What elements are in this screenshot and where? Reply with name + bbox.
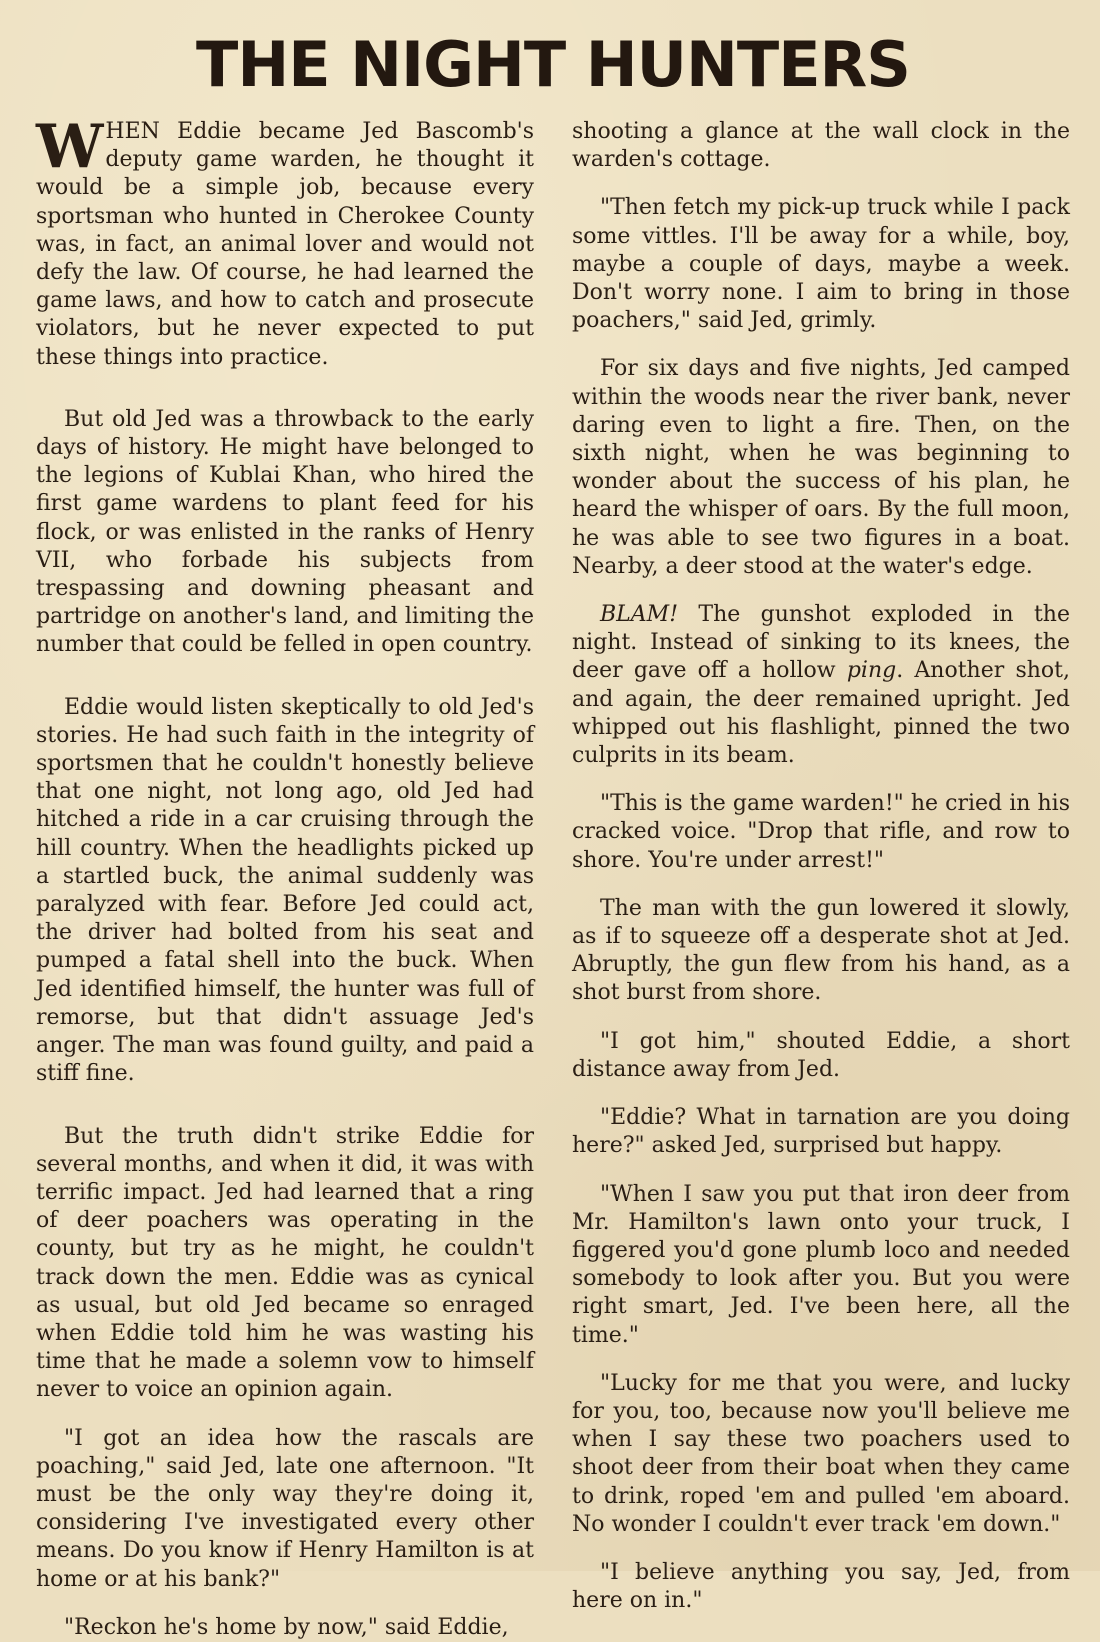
paragraph: "Reckon he's home by now," said Eddie, <box>64 1614 509 1640</box>
paragraph <box>572 601 1070 770</box>
lead-word: HEN <box>105 119 160 144</box>
sound-effect: BLAM! <box>600 602 679 628</box>
right-column <box>572 118 1070 1642</box>
paragraph: "I got an idea how the rascals are poaching," said Jed, late one afternoon. "It must be the only way they're doing it, considering I've investigated every other means. Do you know if Henry Hamilton is at home or at his bank?" <box>36 1425 534 1592</box>
sound-effect: ping <box>846 658 897 684</box>
paragraph: "When I saw you put that iron deer from Mr. Hamilton's lawn onto your truck, I figgered you'd gone plumb loco and needed somebody to look after you. But you were right smart, Jed. I've been here, all the time." <box>572 1181 1070 1348</box>
paragraph <box>36 112 534 372</box>
paragraph: "Then fetch my pick-up truck while I pack some vittles. I'll be away for a while, boy, maybe a couple of days, maybe a week. Don't worry none. I aim to bring in those poachers," said Jed, grimly. <box>572 195 1070 334</box>
paragraph: For six days and five nights, Jed camped within the woods near the river bank, never daring even to light a fire. Then, on the sixth night, when he was beginning to wonder about the success of his plan, he heard the whisper of oars. By the full moon, he was able to see two figures in a boat. Nearby, a deer stood at the water's edge. <box>572 356 1070 579</box>
left-column <box>36 112 534 1642</box>
paragraph: But the truth didn't strike Eddie for several months, and when it did, it was with terrific impact. Jed had learned that a ring of deer poachers was operating in the county, but try as he might, he couldn't track down the men. Eddie was as cynical as usual, but old Jed became so enraged when Eddie told him he was wasting his time that he made a solemn vow to himself never to voice an opinion again. <box>36 1123 534 1403</box>
paragraph: shooting a glance at the wall clock in the warden's cottage. <box>572 119 1070 173</box>
paragraph: "Eddie? What in tarnation are you doing here?" asked Jed, surprised but happy. <box>572 1105 1070 1159</box>
drop-cap: W <box>36 112 104 182</box>
paragraph-text: Eddie became Jed Bascomb's deputy game warden, he thought it would be a simple job, because every sportsman who hunted in Cherokee County was, in fact, an animal lover and would not defy the law. Of course, he had learned the game laws, and how to catch and prosecute violators, but he never expected to put these things into practice. <box>36 119 534 370</box>
paragraph: "I got him," shouted Eddie, a short distance away from Jed. <box>572 1028 1070 1082</box>
paragraph: Eddie would listen skeptically to old Jed's stories. He had such faith in the integrity of sportsmen that he couldn't honestly believe that one night, not long ago, old Jed had hitched a ride in a car cruising through the hill country. When the headlights picked up a startled buck, the animal suddenly was paralyzed with fear. Before Jed could act, the driver had bolted from his seat and pumped a fatal shell into the buck. When Jed identified himself, the hunter was full of remorse, but that didn't assuage Jed's anger. The man was found guilty, and paid a stiff fine. <box>36 694 534 1087</box>
paragraph-text: . Another shot, and again, the deer remained upright. Jed whipped out his flashlight, pinned the two culprits in its beam. <box>572 658 1070 769</box>
paragraph-text: The gunshot exploded in the night. Instead of sinking to its knees, the deer gave off a hollow <box>572 602 1070 684</box>
paragraph: "This is the game warden!" he cried in his cracked voice. "Drop that rifle, and row to shore. You're under arrest!" <box>572 791 1070 873</box>
paragraph: "Lucky for me that you were, and lucky for you, too, because now you'll believe me when I say these two poachers used to shoot deer from their boat when they came to drink, roped 'em and pulled 'em aboard. No wonder I couldn't ever track 'em down." <box>572 1370 1070 1537</box>
story-title: THE NIGHT HUNTERS <box>196 28 910 101</box>
paragraph: The man with the gun lowered it slowly, as if to squeeze off a desperate shot at Jed. Abruptly, the gun flew from his hand, as a shot burst from shore. <box>572 895 1070 1006</box>
text-columns <box>36 112 1070 1642</box>
paragraph: "I believe anything you say, Jed, from here on in." <box>572 1559 1070 1614</box>
paragraph: But old Jed was a throwback to the early days of history. He might have belonged to the legions of Kublai Khan, who hired the first game wardens to plant feed for his flock, or was enlisted in the ranks of Henry VII, who forbade his subjects from trespassing and downing pheasant and partridge on another's land, and limiting the number that could be felled in open country. <box>36 406 534 658</box>
